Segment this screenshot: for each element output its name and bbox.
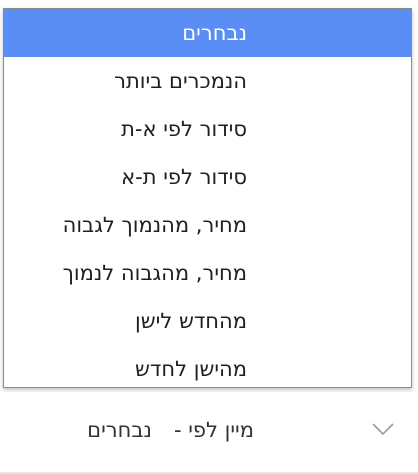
sort-by-select[interactable] <box>0 392 418 474</box>
sort-option-date-desc[interactable] <box>4 297 411 345</box>
sort-by-prefix: מיין לפי - <box>173 418 254 442</box>
sort-option-price-desc[interactable] <box>4 249 411 297</box>
sort-options-dropdown[interactable] <box>3 8 412 388</box>
sort-option-best-selling[interactable] <box>4 57 411 105</box>
sort-option-featured[interactable] <box>4 9 411 57</box>
sort-option-label: מחיר, מהגבוה לנמוך <box>62 261 247 285</box>
sort-option-label: מהישן לחדש <box>135 357 247 381</box>
sort-option-label: סידור לפי א-ת <box>121 117 247 141</box>
sort-option-price-asc[interactable] <box>4 201 411 249</box>
sort-option-label: מהחדש לישן <box>135 309 247 333</box>
sort-option-alpha-desc[interactable] <box>4 153 411 201</box>
chevron-down-icon[interactable] <box>372 422 394 436</box>
sort-by-label <box>87 418 254 442</box>
sort-by-value: נבחרים <box>87 418 152 442</box>
sort-option-date-asc[interactable] <box>4 345 411 393</box>
sort-option-label: נבחרים <box>182 21 247 45</box>
sort-option-label: הנמכרים ביותר <box>114 69 247 93</box>
sort-option-label: סידור לפי ת-א <box>121 165 247 189</box>
sort-option-alpha-asc[interactable] <box>4 105 411 153</box>
sort-option-label: מחיר, מהנמוך לגבוה <box>62 213 247 237</box>
